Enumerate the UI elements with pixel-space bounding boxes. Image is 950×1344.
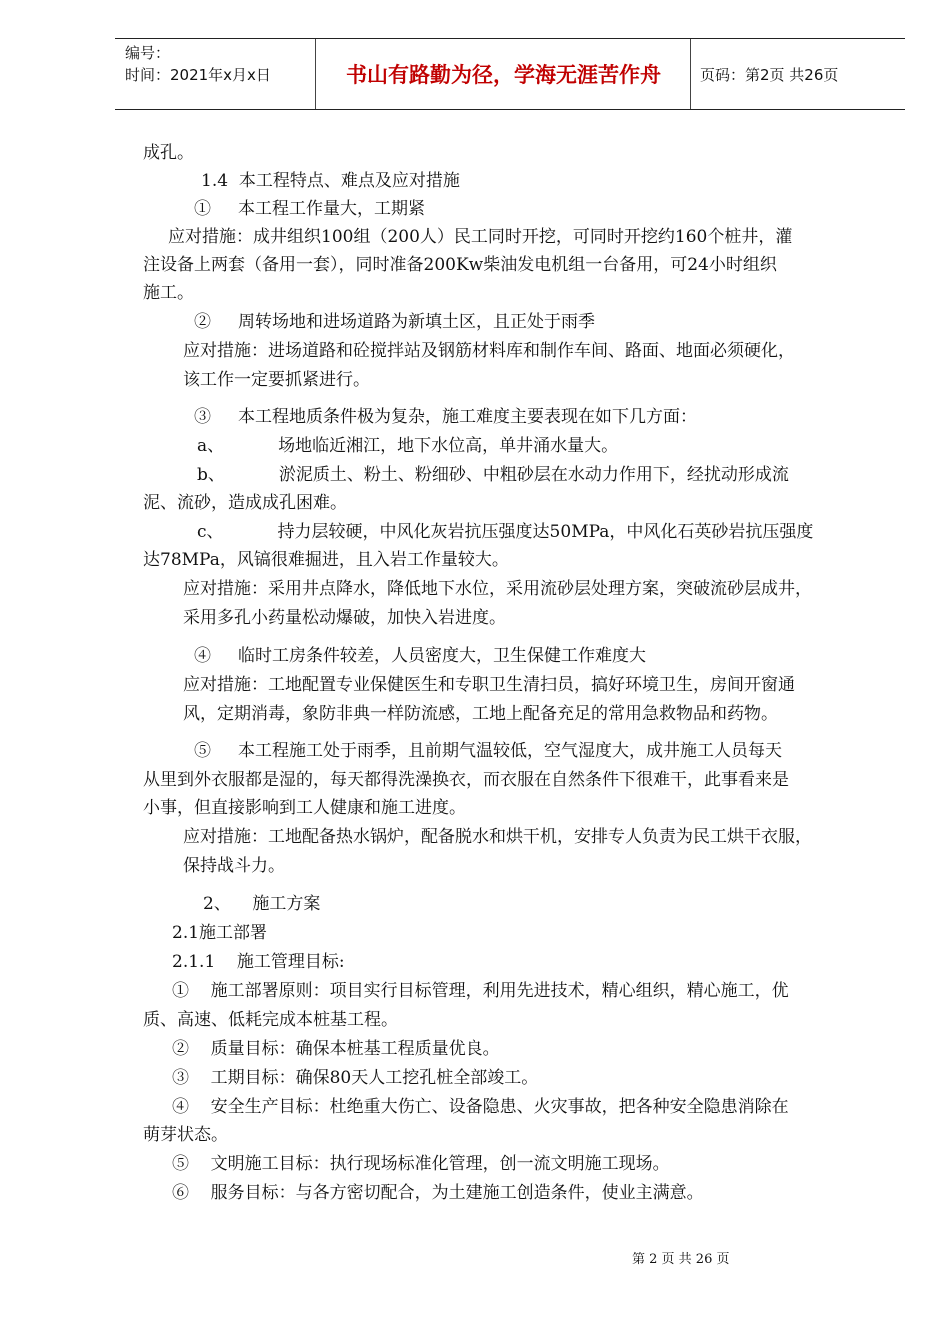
body-line: ⑥ 服务目标：与各方密切配合，为土建施工创造条件，使业主满意。 <box>172 1183 704 1203</box>
body-line: 施工。 <box>143 283 194 303</box>
section-heading: 2.1施工部署 <box>172 923 268 943</box>
page-footer: 第 2 页 共 26 页 <box>632 1252 730 1267</box>
page-header <box>115 38 905 110</box>
body-line: ⑤ 文明施工目标：执行现场标准化管理，创一流文明施工现场。 <box>172 1154 670 1174</box>
body-line: 采用多孔小药量松动爆破，加快入岩进度。 <box>183 608 506 628</box>
body-line: c、 持力层较硬，中风化灰岩抗压强度达50MPa，中风化石英砂岩抗压强度 <box>197 522 814 542</box>
body-line: 应对措施：采用井点降水，降低地下水位，采用流砂层处理方案，突破流砂层成井， <box>183 579 812 599</box>
header-divider-left <box>315 39 316 109</box>
section-heading: 2.1.1 施工管理目标: <box>172 952 345 972</box>
header-time-label: 时间：2021年x月x日 <box>125 66 271 84</box>
body-line: 注设备上两套（备用一套），同时准备200Kw柴油发电机组一台备用，可24小时组织 <box>143 255 777 275</box>
section-heading: 1.4 本工程特点、难点及应对措施 <box>201 171 460 191</box>
body-line: 质、高速、低耗完成本桩基工程。 <box>143 1010 398 1030</box>
body-line: 保持战斗力。 <box>183 856 285 876</box>
body-line: ① 本工程工作量大，工期紧 <box>194 199 426 219</box>
header-meta <box>125 42 271 86</box>
body-line: 泥、流砂，造成成孔困难。 <box>143 493 347 513</box>
body-line: 风，定期消毒，象防非典一样防流感，工地上配备充足的常用急救物品和药物。 <box>183 704 778 724</box>
body-line: 应对措施：进场道路和砼搅拌站及钢筋材料库和制作车间、路面、地面必须硬化， <box>183 341 795 361</box>
body-line: 应对措施：成井组织100组（200人）民工同时开挖，可同时开挖约160个桩井，灌 <box>168 227 793 247</box>
body-line: b、 淤泥质土、粉土、粉细砂、中粗砂层在水动力作用下，经扰动形成流 <box>197 465 789 485</box>
body-line: 该工作一定要抓紧进行。 <box>183 370 370 390</box>
section-heading: 2、 施工方案 <box>203 894 321 914</box>
body-line: 从里到外衣服都是湿的，每天都得洗澡换衣，而衣服在自然条件下很难干，此事看来是 <box>143 770 789 790</box>
header-page-info: 页码：第2页 共26页 <box>700 65 839 84</box>
header-number-label: 编号： <box>125 44 171 62</box>
body-line: ② 质量目标：确保本桩基工程质量优良。 <box>172 1039 500 1059</box>
body-line: 应对措施：工地配备热水锅炉，配备脱水和烘干机，安排专人负责为民工烘干衣服， <box>183 827 812 847</box>
body-line: 应对措施：工地配置专业保健医生和专职卫生清扫员，搞好环境卫生，房间开窗通 <box>183 675 795 695</box>
body-line: 萌芽状态。 <box>143 1125 228 1145</box>
header-divider-right <box>690 39 691 109</box>
body-line: ① 施工部署原则：项目实行目标管理，利用先进技术，精心组织，精心施工，优 <box>172 981 789 1001</box>
body-line: ② 周转场地和进场道路为新填土区，且正处于雨季 <box>194 312 596 332</box>
body-line: 小事，但直接影响到工人健康和施工进度。 <box>143 798 466 818</box>
body-line: a、 场地临近湘江，地下水位高，单井涌水量大。 <box>197 436 619 456</box>
body-line: ③ 工期目标：确保80天人工挖孔桩全部竣工。 <box>172 1068 539 1088</box>
header-motto: 书山有路勤为径，学海无涯苦作舟 <box>346 63 661 87</box>
body-line: ④ 临时工房条件较差，人员密度大，卫生保健工作难度大 <box>194 646 647 666</box>
body-line: 成孔。 <box>143 143 194 163</box>
body-line: 达78MPa，风镐很难掘进，且入岩工作量较大。 <box>143 550 509 570</box>
body-line: ⑤ 本工程施工处于雨季，且前期气温较低，空气湿度大，成井施工人员每天 <box>194 741 783 761</box>
body-line: ④ 安全生产目标：杜绝重大伤亡、设备隐患、火灾事故，把各种安全隐患消除在 <box>172 1097 789 1117</box>
body-line: ③ 本工程地质条件极为复杂，施工难度主要表现在如下几方面： <box>194 407 698 427</box>
